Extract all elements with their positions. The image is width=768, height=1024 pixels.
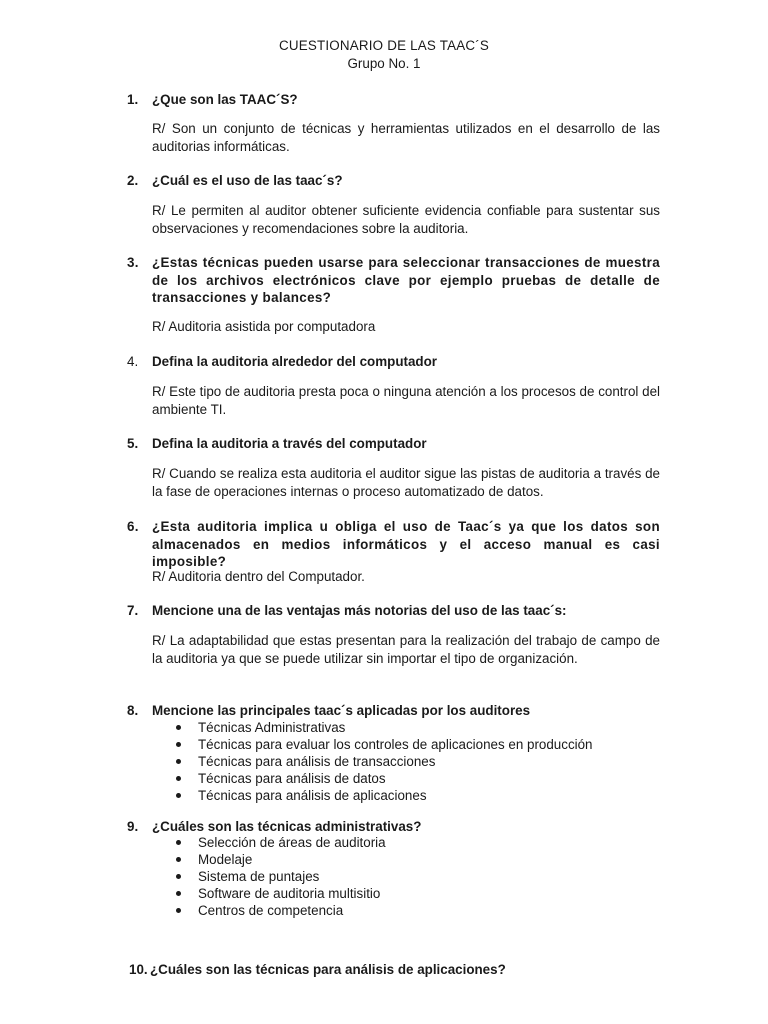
question-text: Defina la auditoria alrededor del computador [152,354,437,369]
list-item: Centros de competencia [174,902,386,919]
question-8 [127,702,660,720]
question-3 [127,254,660,307]
list-item: Técnicas para análisis de aplicaciones [174,787,593,804]
question-7 [127,602,660,620]
question-6 [127,518,660,571]
question-10 [129,961,658,979]
question-9 [127,818,660,836]
list-item: Selección de áreas de auditoria [174,834,386,851]
question-number: 1. [127,92,139,107]
question-text: Mencione una de las ventajas más notorias del uso de las taac´s: [152,603,567,618]
answer-1: R/ Son un conjunto de técnicas y herramientas utilizados en el desarrollo de las auditorias informáticas. [152,121,660,154]
answer-6: R/ Auditoria dentro del Computador. [152,569,365,584]
question-number: 2. [127,173,139,188]
list-item: Técnicas para análisis de datos [174,770,593,787]
question-number: 3. [127,255,139,270]
document-subtitle: Grupo No. 1 [347,56,421,71]
question-5 [127,435,660,453]
question-text: ¿Cuáles son las técnicas para análisis de aplicaciones? [150,962,506,977]
question-number: 10. [129,962,148,977]
answer-2: R/ Le permiten al auditor obtener suficiente evidencia confiable para sustentar sus observaciones y recomendaciones sobre la auditoria. [152,203,660,236]
list-item: Técnicas Administrativas [174,719,593,736]
question-text: ¿Esta auditoria implica u obliga el uso de Taac´s ya que los datos son almacenados en medios informáticos y el acceso manual es casi imposible? [152,519,660,569]
answer-4: R/ Este tipo de auditoria presta poca o ninguna atención a los procesos de control del ambiente TI. [152,384,660,417]
question-8-list [174,719,593,804]
answer-7: R/ La adaptabilidad que estas presentan para la realización del trabajo de campo de la auditoria ya que se puede utilizar sin importar el tipo de organización. [152,633,660,666]
question-text: ¿Cuáles son las técnicas administrativas? [152,819,422,834]
question-9-list [174,834,386,919]
answer-5: R/ Cuando se realiza esta auditoria el auditor sigue las pistas de auditoria a través de la fase de operaciones internas o proceso automatizado de datos. [152,466,660,499]
question-4 [127,353,660,371]
question-1 [127,91,660,109]
question-number: 4. [127,354,139,369]
list-item: Técnicas para análisis de transacciones [174,753,593,770]
question-2 [127,172,660,190]
list-item: Sistema de puntajes [174,868,386,885]
list-item: Técnicas para evaluar los controles de aplicaciones en producción [174,736,593,753]
question-number: 9. [127,819,139,834]
question-text: ¿Que son las TAAC´S? [152,92,298,107]
question-number: 7. [127,603,139,618]
question-number: 8. [127,703,139,718]
answer-3: R/ Auditoria asistida por computadora [152,319,376,334]
list-item: Modelaje [174,851,386,868]
question-number: 6. [127,519,139,534]
question-text: ¿Estas técnicas pueden usarse para seleccionar transacciones de muestra de los archivos electrónicos clave por ejemplo pruebas de detalle de transacciones y balances? [152,255,660,305]
question-number: 5. [127,436,139,451]
list-item: Software de auditoria multisitio [174,885,386,902]
question-text: Defina la auditoria a través del computador [152,436,427,451]
document-title: CUESTIONARIO DE LAS TAAC´S [278,38,490,53]
question-text: Mencione las principales taac´s aplicadas por los auditores [152,703,531,718]
question-text: ¿Cuál es el uso de las taac´s? [152,173,343,188]
